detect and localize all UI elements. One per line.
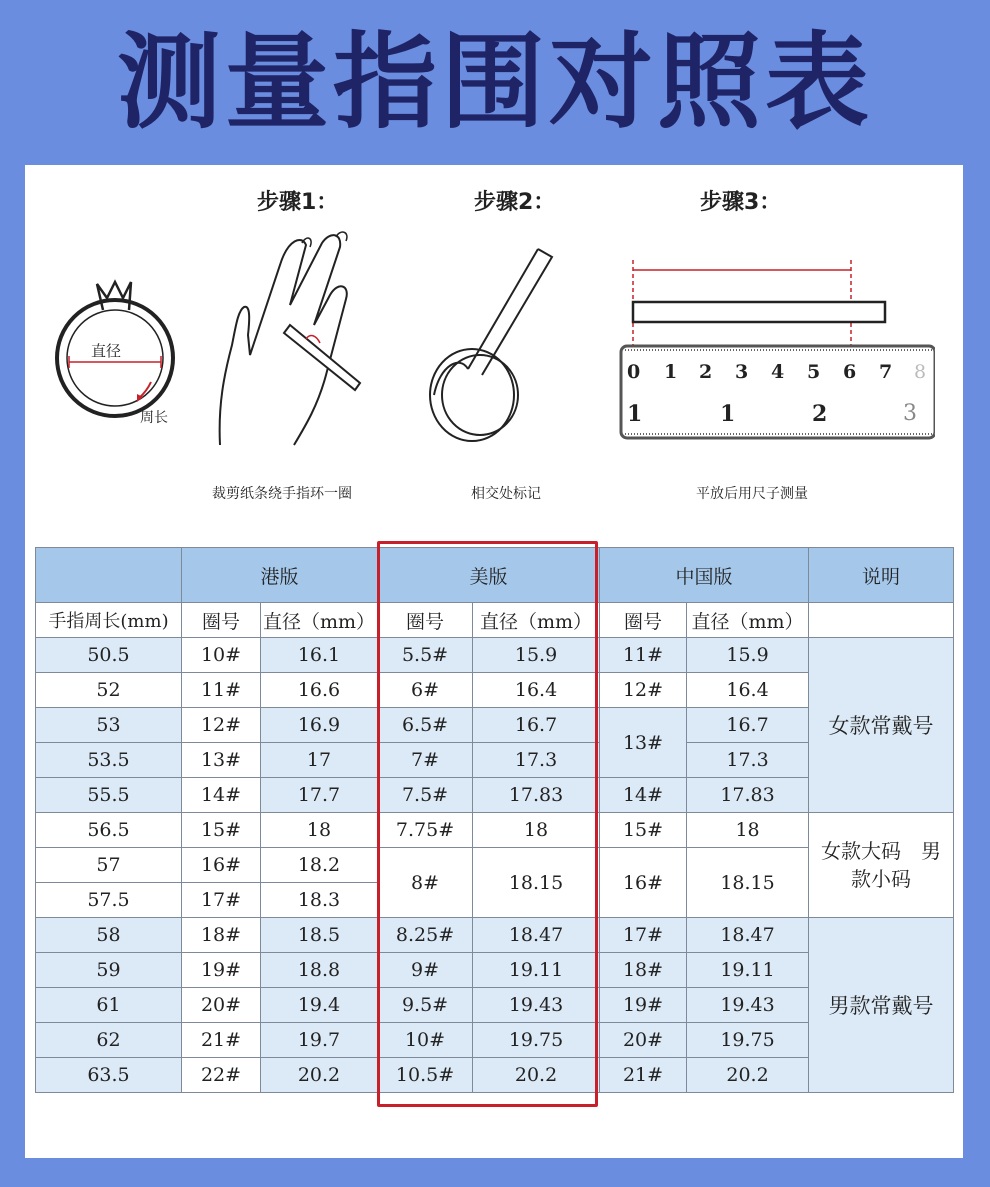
cell-cn-dia: 18 (687, 813, 809, 848)
ruler-mark: 2 (812, 401, 828, 427)
cell-hk-size: 15# (182, 813, 261, 848)
cell-us-size: 7# (378, 743, 473, 778)
cell-hk-dia: 16.1 (261, 638, 378, 673)
cell-circ: 58 (36, 918, 182, 953)
cell-cn-size: 18# (600, 953, 687, 988)
step-1-title: 步骤1： (257, 190, 339, 215)
cell-hk-size: 14# (182, 778, 261, 813)
cell-hk-size: 12# (182, 708, 261, 743)
cell-us-size: 7.5# (378, 778, 473, 813)
cell-cn-dia: 17.3 (687, 743, 809, 778)
cell-hk-size: 19# (182, 953, 261, 988)
cell-circ: 53.5 (36, 743, 182, 778)
step-1-caption: 裁剪纸条绕手指环一圈 (212, 486, 352, 502)
cell-us-dia: 16.7 (473, 708, 600, 743)
cell-cn-dia: 18.15 (687, 848, 809, 918)
cell-cn-dia: 16.7 (687, 708, 809, 743)
cell-hk-dia: 17 (261, 743, 378, 778)
cell-hk-size: 17# (182, 883, 261, 918)
cell-us-size: 5.5# (378, 638, 473, 673)
cell-cn-size: 16# (600, 848, 687, 918)
cell-cn-size: 13# (600, 708, 687, 778)
cell-hk-dia: 18.5 (261, 918, 378, 953)
ruler-mark: 3 (735, 361, 749, 383)
step-3-title: 步骤3： (700, 190, 782, 215)
cell-hk-size: 21# (182, 1023, 261, 1058)
header-us: 美版 (378, 548, 600, 603)
subheader-size: 圈号 (378, 603, 473, 638)
cell-us-dia: 18.15 (473, 848, 600, 918)
ruler-mark: 7 (879, 361, 893, 383)
cell-cn-dia: 19.11 (687, 953, 809, 988)
content-card (25, 165, 963, 1158)
page-title: 测量指围对照表 (116, 21, 873, 143)
cell-circ: 62 (36, 1023, 182, 1058)
cell-cn-dia: 20.2 (687, 1058, 809, 1093)
note-men: 男款常戴号 (809, 918, 954, 1093)
ruler-mark: 5 (807, 361, 821, 383)
cell-hk-dia: 20.2 (261, 1058, 378, 1093)
diameter-label: 直径 (91, 342, 122, 360)
cell-cn-dia: 15.9 (687, 638, 809, 673)
cell-us-size: 6.5# (378, 708, 473, 743)
cell-cn-size: 11# (600, 638, 687, 673)
cell-us-size: 9# (378, 953, 473, 988)
cell-cn-size: 14# (600, 778, 687, 813)
cell-cn-size: 12# (600, 673, 687, 708)
cell-us-dia: 19.11 (473, 953, 600, 988)
table-row (36, 638, 954, 673)
step-3-caption: 平放后用尺子测量 (696, 486, 808, 502)
cell-us-size: 6# (378, 673, 473, 708)
header-cn: 中国版 (600, 548, 809, 603)
cell-cn-dia: 17.83 (687, 778, 809, 813)
subheader-empty (809, 603, 954, 638)
sub-header-row (36, 603, 954, 638)
cell-cn-size: 19# (600, 988, 687, 1023)
cell-cn-size: 15# (600, 813, 687, 848)
hand-icon (210, 225, 380, 465)
ruler-mark: 3 (903, 401, 917, 426)
header-note: 说明 (809, 548, 954, 603)
subheader-circ: 手指周长(mm) (36, 603, 182, 638)
subheader-size: 圈号 (600, 603, 687, 638)
ruler-mark: 2 (699, 361, 713, 383)
table-row (36, 918, 954, 953)
cell-circ: 59 (36, 953, 182, 988)
cell-us-dia: 18.47 (473, 918, 600, 953)
cell-us-size: 8# (378, 848, 473, 918)
cell-hk-dia: 19.4 (261, 988, 378, 1023)
cell-hk-size: 18# (182, 918, 261, 953)
ruler-mark: 1 (664, 361, 678, 383)
cell-circ: 57.5 (36, 883, 182, 918)
cell-us-dia: 19.43 (473, 988, 600, 1023)
cell-hk-dia: 16.6 (261, 673, 378, 708)
cell-hk-dia: 18.2 (261, 848, 378, 883)
cell-us-size: 9.5# (378, 988, 473, 1023)
circumference-label: 周长 (140, 410, 168, 426)
cell-hk-dia: 19.7 (261, 1023, 378, 1058)
cell-cn-size: 20# (600, 1023, 687, 1058)
ruler-mark: 1 (720, 401, 736, 427)
cell-circ: 56.5 (36, 813, 182, 848)
cell-hk-dia: 16.9 (261, 708, 378, 743)
cell-hk-dia: 18.3 (261, 883, 378, 918)
cell-cn-dia: 19.75 (687, 1023, 809, 1058)
subheader-dia: 直径（mm） (687, 603, 809, 638)
ruler-icon (615, 250, 935, 445)
subheader-dia: 直径（mm） (261, 603, 378, 638)
cell-cn-dia: 16.4 (687, 673, 809, 708)
cell-cn-size: 17# (600, 918, 687, 953)
cell-hk-size: 22# (182, 1058, 261, 1093)
cell-cn-dia: 19.43 (687, 988, 809, 1023)
cell-us-size: 10# (378, 1023, 473, 1058)
cell-us-size: 8.25# (378, 918, 473, 953)
cell-us-dia: 17.83 (473, 778, 600, 813)
subheader-size: 圈号 (182, 603, 261, 638)
cell-circ: 55.5 (36, 778, 182, 813)
cell-us-dia: 20.2 (473, 1058, 600, 1093)
cell-hk-dia: 18 (261, 813, 378, 848)
cell-hk-size: 20# (182, 988, 261, 1023)
cell-us-dia: 19.75 (473, 1023, 600, 1058)
header-hk: 港版 (182, 548, 378, 603)
paper-strip-icon (420, 245, 560, 445)
cell-us-dia: 17.3 (473, 743, 600, 778)
cell-circ: 53 (36, 708, 182, 743)
cell-hk-dia: 17.7 (261, 778, 378, 813)
cell-circ: 61 (36, 988, 182, 1023)
header-empty (36, 548, 182, 603)
cell-cn-dia: 18.47 (687, 918, 809, 953)
cell-us-dia: 18 (473, 813, 600, 848)
cell-hk-size: 11# (182, 673, 261, 708)
ruler-mark: 6 (843, 361, 857, 383)
cell-circ: 52 (36, 673, 182, 708)
step-2-title: 步骤2： (474, 190, 556, 215)
cell-hk-size: 13# (182, 743, 261, 778)
cell-circ: 63.5 (36, 1058, 182, 1093)
cell-hk-size: 16# (182, 848, 261, 883)
note-women: 女款常戴号 (809, 638, 954, 813)
cell-hk-size: 10# (182, 638, 261, 673)
ruler-mark: 0 (627, 361, 641, 383)
cell-us-dia: 16.4 (473, 673, 600, 708)
ruler-mark: 1 (627, 401, 643, 427)
ruler-mark: 4 (771, 361, 785, 383)
cell-circ: 57 (36, 848, 182, 883)
size-table (35, 547, 954, 1093)
group-header-row (36, 548, 954, 603)
subheader-dia: 直径（mm） (473, 603, 600, 638)
cell-us-dia: 15.9 (473, 638, 600, 673)
ruler-mark: 8 (914, 361, 927, 383)
cell-us-size: 7.75# (378, 813, 473, 848)
cell-cn-size: 21# (600, 1058, 687, 1093)
note-mixed: 女款大码 男款小码 (809, 813, 954, 918)
cell-us-size: 10.5# (378, 1058, 473, 1093)
table-row (36, 813, 954, 848)
cell-hk-dia: 18.8 (261, 953, 378, 988)
step-2-caption: 相交处标记 (471, 486, 541, 502)
cell-circ: 50.5 (36, 638, 182, 673)
